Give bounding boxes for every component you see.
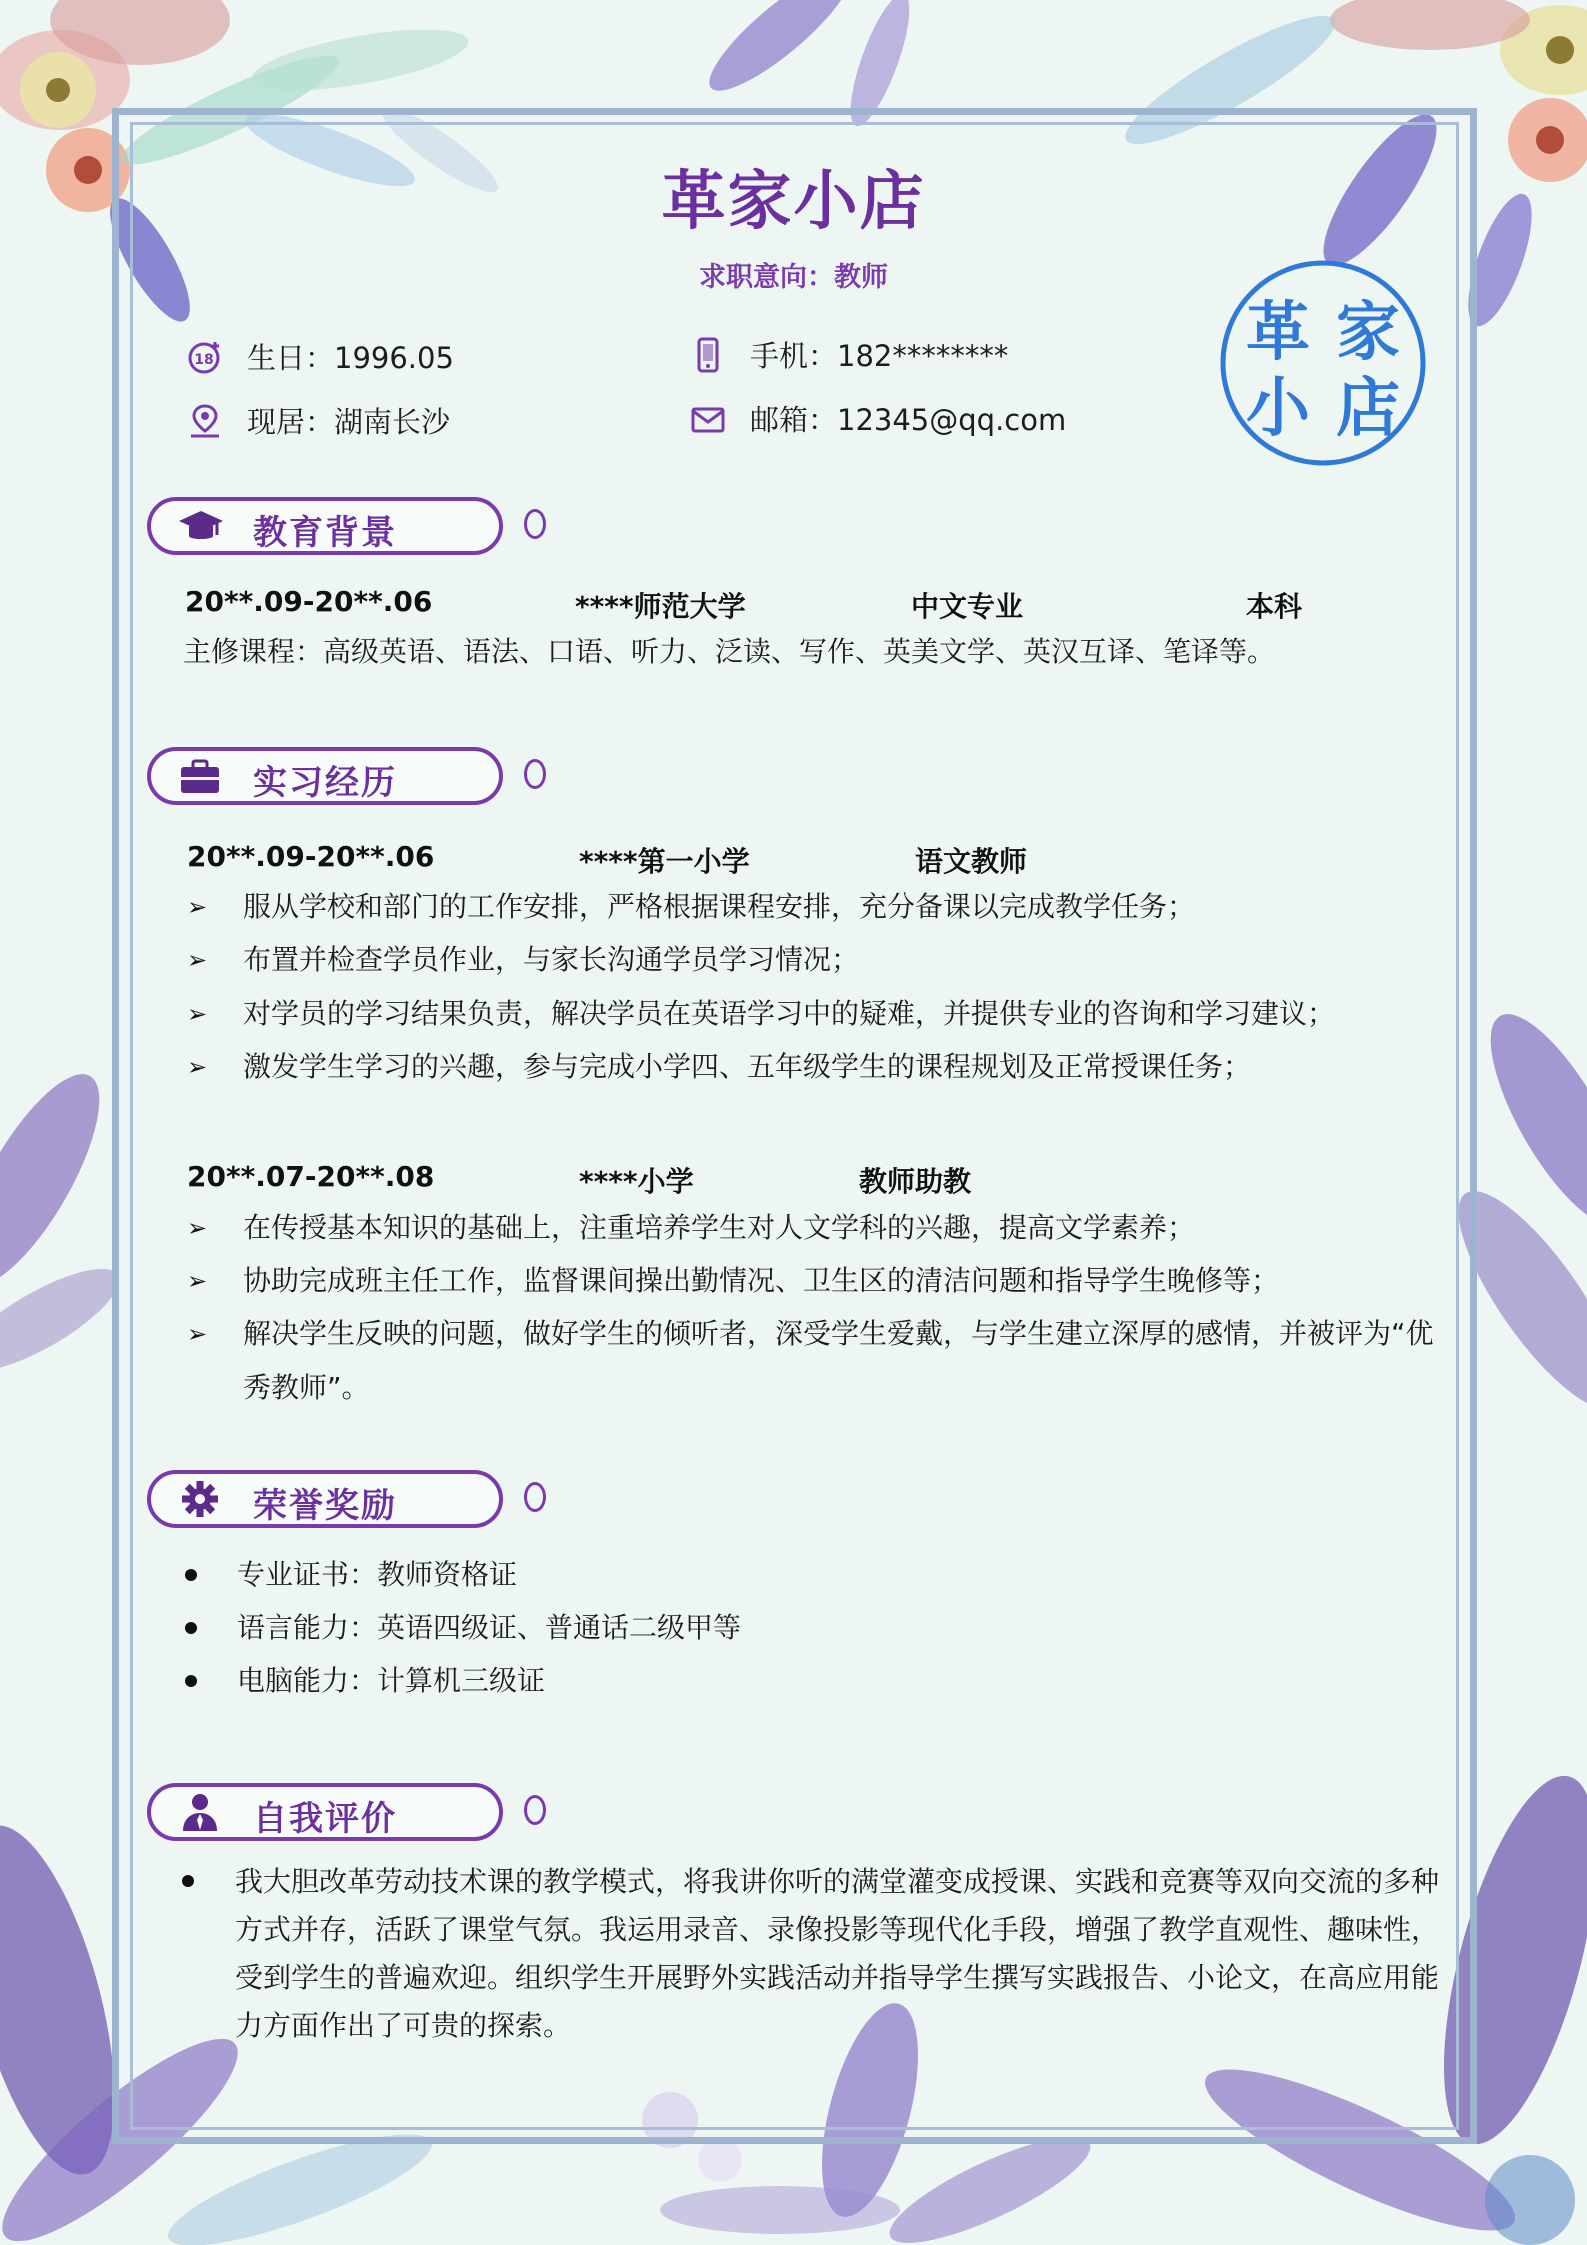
birthday-info — [185, 336, 454, 377]
svg-text:家: 家 — [1336, 295, 1400, 370]
bullet-dot — [185, 1569, 197, 1581]
mobile-phone-icon — [688, 335, 728, 375]
job2-date: 20**.07-20**.08 — [187, 1160, 435, 1193]
job2-item: 在传授基本知识的基础上，注重培养学生对人文学科的兴趣，提高文学素养； — [243, 1211, 1196, 1244]
honor-item: 电脑能力：计算机三级证 — [237, 1664, 546, 1697]
job2-item-continued: 秀教师”。 — [243, 1371, 370, 1404]
graduation-cap-icon — [177, 505, 223, 547]
briefcase-icon — [177, 755, 223, 797]
bullet-dot — [182, 1875, 194, 1887]
honor-item: 语言能力：英语四级证、普通话二级甲等 — [237, 1611, 742, 1644]
age-18-icon — [185, 337, 225, 377]
self-evaluation-line: 我大胆改革劳动技术课的教学模式，将我讲你听的满堂灌变成授课、实践和竞赛等双向交流的多种 — [235, 1865, 1440, 1898]
section-mark — [524, 1482, 546, 1512]
edu-major: 中文专业 — [911, 590, 1024, 623]
bullet-dot — [185, 1622, 197, 1634]
email-info — [688, 398, 1066, 439]
job1-item: 布置并检查学员作业，与家长沟通学员学习情况； — [243, 943, 860, 976]
job-objective: 求职意向：教师 — [699, 262, 888, 293]
email-text: 邮箱：12345@qq.com — [750, 403, 1067, 437]
arrow-bullet-icon: ➢ — [187, 1214, 208, 1242]
location-pin-icon — [185, 401, 225, 441]
svg-text:革: 革 — [1246, 295, 1310, 370]
svg-text:18: 18 — [194, 351, 214, 368]
section-mark — [524, 1795, 546, 1825]
edu-school: ****师范大学 — [575, 590, 746, 623]
self-evaluation-line: 力方面作出了可贵的探索。 — [235, 2009, 572, 2042]
section-title: 自我评价 — [253, 1799, 397, 1839]
edu-courses: 主修课程：高级英语、语法、口语、听力、泛读、写作、英美文学、英汉互译、笔译等。 — [183, 635, 1276, 668]
job1-date: 20**.09-20**.06 — [187, 840, 435, 873]
arrow-bullet-icon: ➢ — [187, 1053, 208, 1081]
section-header-self-evaluation — [147, 1783, 557, 1841]
job2-item: 协助完成班主任工作，监督课间操出勤情况、卫生区的清洁问题和指导学生晚修等； — [243, 1264, 1280, 1297]
envelope-icon — [688, 399, 728, 439]
job1-org: ****第一小学 — [579, 845, 750, 878]
residence-info — [185, 400, 450, 441]
self-evaluation-line: 方式并存，活跃了课堂气氛。我运用录音、录像投影等现代化手段，增强了教学直观性、趣味性， — [235, 1913, 1440, 1946]
section-title: 教育背景 — [253, 513, 397, 553]
job1-role: 语文教师 — [915, 845, 1028, 878]
job1-item: 激发学生学习的兴趣，参与完成小学四、五年级学生的课程规划及正常授课任务； — [243, 1050, 1252, 1083]
arrow-bullet-icon: ➢ — [187, 1000, 208, 1028]
self-evaluation-line: 受到学生的普遍欢迎。组织学生开展野外实践活动并指导学生撰写实践报告、小论文，在高应用能 — [235, 1961, 1440, 1994]
person-icon — [177, 1791, 223, 1833]
candidate-name: 革家小店 — [661, 165, 926, 239]
section-title: 实习经历 — [253, 763, 397, 803]
phone-info — [688, 334, 1008, 375]
job2-item: 解决学生反映的问题，做好学生的倾听者，深受学生爱戴，与学生建立深厚的感情，并被评为“优 — [243, 1317, 1434, 1350]
arrow-bullet-icon: ➢ — [187, 1267, 208, 1295]
gear-icon — [177, 1478, 223, 1520]
honor-item: 专业证书：教师资格证 — [237, 1558, 518, 1591]
birthday-text: 生日：1996.05 — [247, 341, 454, 375]
svg-text:店: 店 — [1336, 371, 1400, 446]
job2-org: ****小学 — [579, 1165, 694, 1198]
arrow-bullet-icon: ➢ — [187, 893, 208, 921]
section-header-internship — [147, 747, 557, 805]
edu-date: 20**.09-20**.06 — [185, 585, 433, 618]
section-mark — [524, 509, 546, 539]
section-title: 荣誉奖励 — [253, 1486, 397, 1526]
section-header-honors — [147, 1470, 557, 1528]
seal-stamp — [1218, 258, 1428, 468]
bullet-dot — [185, 1675, 197, 1687]
residence-text: 现居：湖南长沙 — [247, 405, 451, 439]
job1-item: 服从学校和部门的工作安排，严格根据课程安排，充分备课以完成教学任务； — [243, 890, 1196, 923]
edu-degree: 本科 — [1246, 590, 1303, 623]
arrow-bullet-icon: ➢ — [187, 946, 208, 974]
section-header-education — [147, 497, 557, 555]
phone-text: 手机：182******** — [750, 339, 1009, 373]
svg-text:小: 小 — [1246, 371, 1310, 446]
section-mark — [524, 759, 546, 789]
arrow-bullet-icon: ➢ — [187, 1320, 208, 1348]
job2-role: 教师助教 — [859, 1165, 972, 1198]
job1-item: 对学员的学习结果负责，解决学员在英语学习中的疑难，并提供专业的咨询和学习建议； — [243, 997, 1336, 1030]
